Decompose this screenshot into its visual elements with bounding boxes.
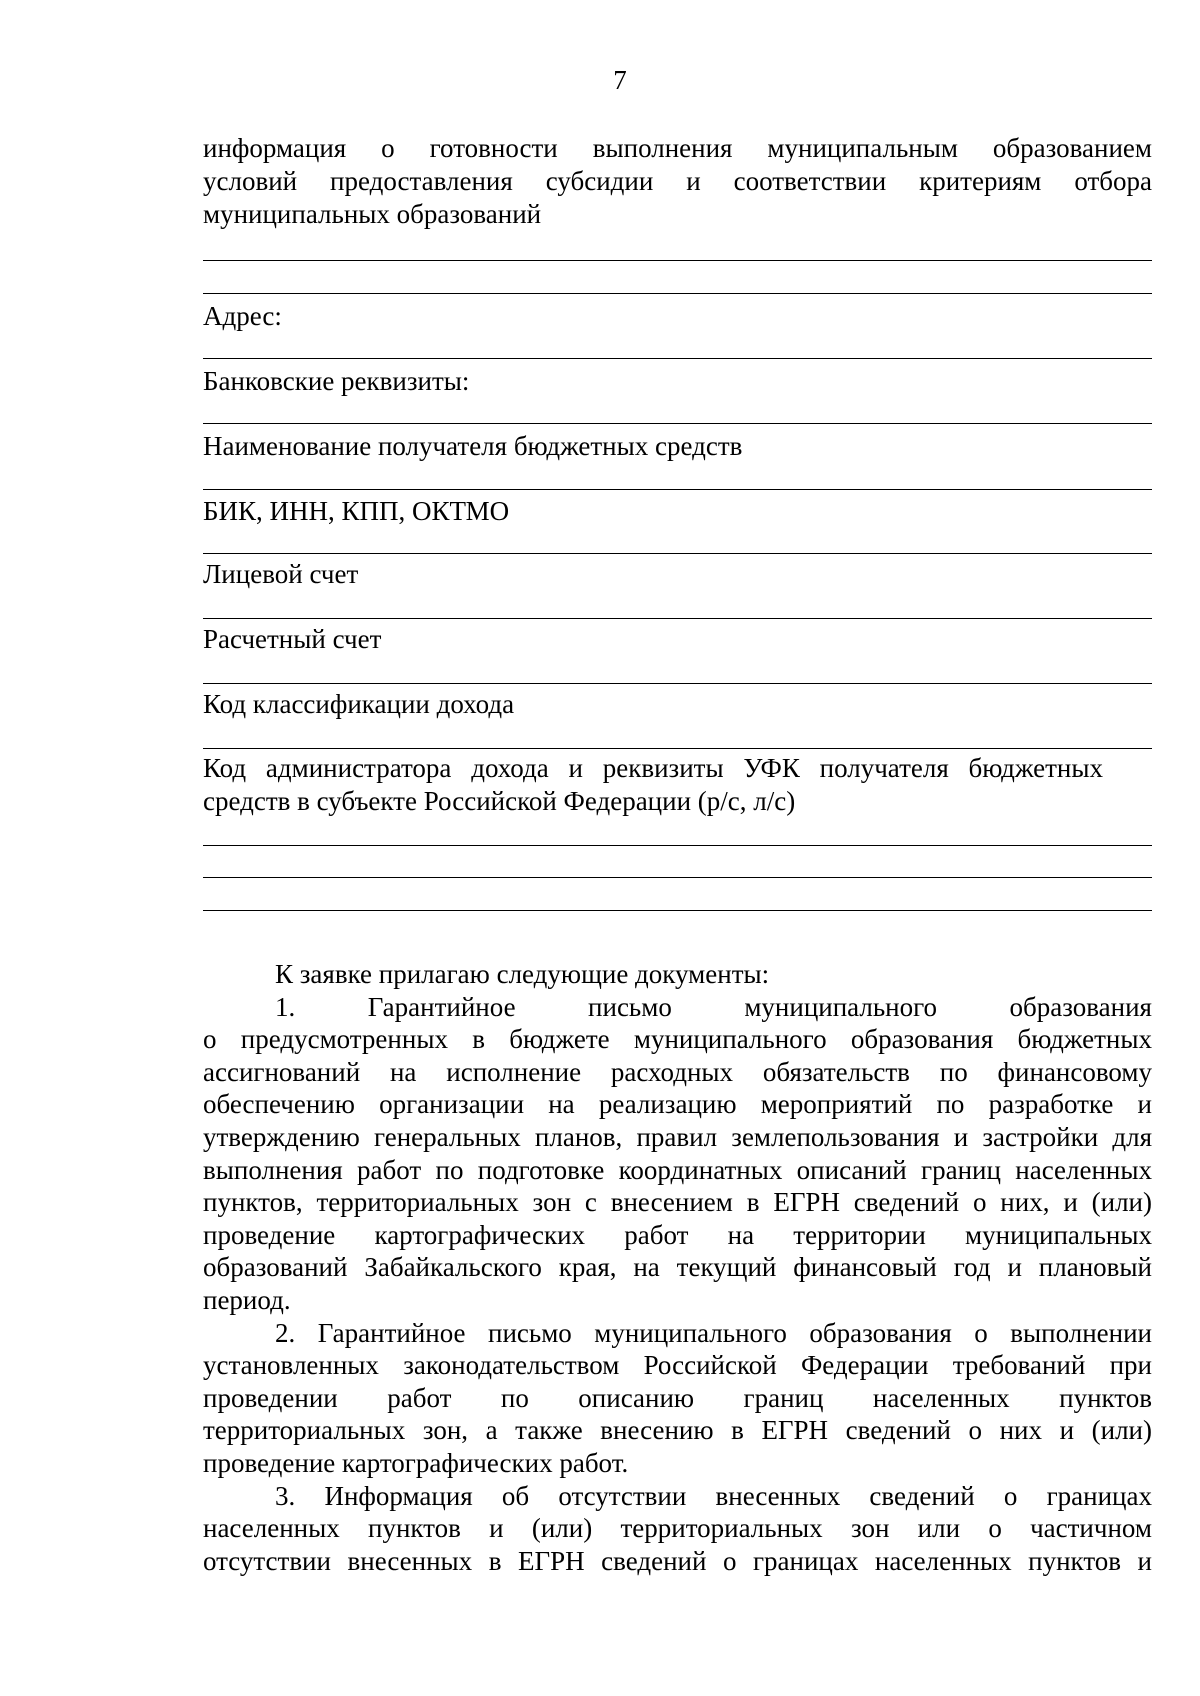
item-word: Гарантийное [367, 991, 516, 1022]
administrator-line: средств в субъекте Российской Федерации (р/с, л/с) [203, 786, 796, 816]
income-code-blank-line[interactable] [203, 748, 1152, 749]
blank-line[interactable] [203, 293, 1152, 294]
attachments-section [203, 958, 1152, 1577]
item-number: 1. [275, 991, 296, 1022]
attachments-intro: К заявке прилагаю следующие документы: [275, 959, 770, 989]
attachment-line: образований Забайкальского края, на текущий финансовый год и плановый [203, 1252, 1152, 1283]
attachment-line: проведение картографических работ на территории муниципальных [203, 1219, 1152, 1250]
intro-line: условий предоставления субсидии и соответствии критериям отбора [203, 166, 1152, 196]
attachment-item-3 [203, 1480, 1152, 1578]
bik-inn-label: БИК, ИНН, КПП, ОКТМО [203, 496, 510, 526]
attachment-line: установленных законодательством Российской Федерации требований при [203, 1350, 1152, 1381]
administrator-blank-line[interactable] [203, 877, 1152, 878]
attachment-item-1 [203, 991, 1152, 1317]
intro-line: информация о готовности выполнения муниципальным образованием [203, 133, 1152, 163]
attachment-item-1-first-line [203, 991, 1152, 1024]
attachment-line: отсутствии внесенных в ЕГРН сведений о границах населенных пунктов и [203, 1545, 1152, 1576]
personal-account-label: Лицевой счет [203, 559, 359, 589]
attachment-line: населенных пунктов и (или) территориальных зон или о частичном [203, 1513, 1152, 1544]
bank-details-label: Банковские реквизиты: [203, 366, 470, 396]
bank-details-blank-line[interactable] [203, 423, 1152, 424]
income-code-label: Код классификации дохода [203, 689, 515, 719]
attachment-line: 3. Информация об отсутствии внесенных сведений о границах [275, 1480, 1152, 1511]
bik-inn-blank-line[interactable] [203, 553, 1152, 554]
attachment-line: выполнения работ по подготовке координатных описаний границ населенных [203, 1154, 1152, 1185]
item-word: письмо [588, 991, 672, 1022]
attachment-line: о предусмотренных в бюджете муниципального образования бюджетных [203, 1024, 1152, 1055]
administrator-blank-line[interactable] [203, 845, 1152, 846]
intro-line: муниципальных образований [203, 199, 542, 229]
intro-paragraph [203, 132, 1152, 231]
blank-line[interactable] [203, 260, 1152, 261]
personal-account-blank-line[interactable] [203, 618, 1152, 619]
attachment-line: пунктов, территориальных зон с внесением в ЕГРН сведений о них, и (или) [203, 1187, 1152, 1218]
administrator-blank-line[interactable] [203, 910, 1152, 911]
administrator-label [203, 752, 1103, 818]
attachment-line: утверждению генеральных планов, правил землепользования и застройки для [203, 1121, 1152, 1152]
item-word: муниципального [744, 991, 938, 1022]
address-label: Адрес: [203, 301, 282, 331]
item-word: образования [1009, 991, 1152, 1022]
attachment-line: территориальных зон, а также внесению в ЕГРН сведений о них и (или) [203, 1415, 1152, 1446]
recipient-name-label: Наименование получателя бюджетных средств [203, 431, 743, 461]
address-blank-line[interactable] [203, 358, 1152, 359]
attachment-line: период. [203, 1284, 291, 1315]
attachment-item-2 [203, 1317, 1152, 1480]
settlement-account-label: Расчетный счет [203, 624, 382, 654]
attachment-line: обеспечению организации на реализацию мероприятий по разработке и [203, 1089, 1152, 1120]
attachment-line: 2. Гарантийное письмо муниципального образования о выполнении [275, 1317, 1152, 1348]
attachment-line: проведении работ по описанию границ населенных пунктов [203, 1382, 1152, 1413]
attachment-line: ассигнований на исполнение расходных обязательств по финансовому [203, 1056, 1152, 1087]
attachment-line: проведение картографических работ. [203, 1447, 629, 1478]
recipient-name-blank-line[interactable] [203, 489, 1152, 490]
administrator-line: Код администратора дохода и реквизиты УФК получателя бюджетных [203, 753, 1103, 783]
page-number: 7 [613, 65, 627, 95]
settlement-account-blank-line[interactable] [203, 683, 1152, 684]
